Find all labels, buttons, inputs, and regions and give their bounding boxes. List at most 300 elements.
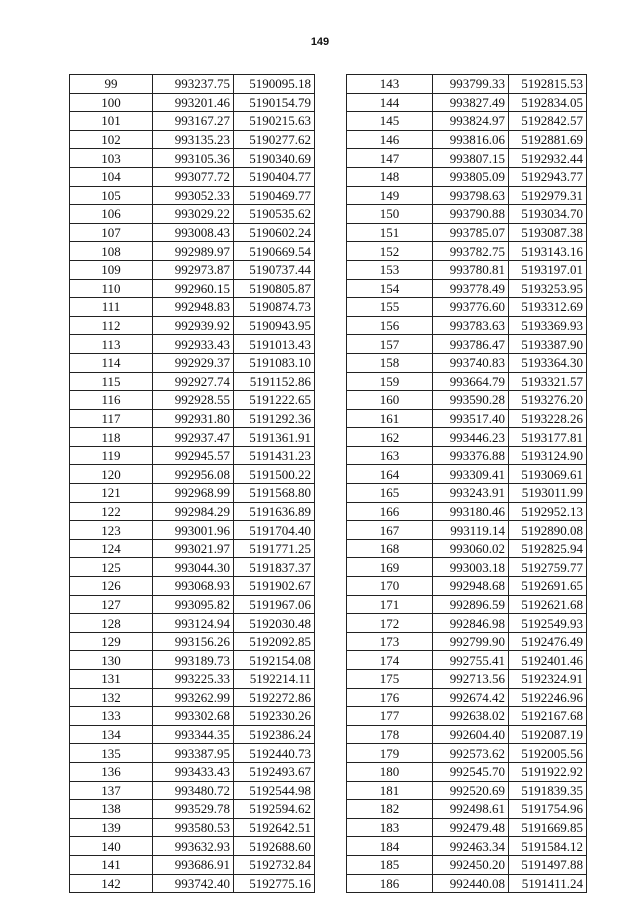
table-row (70, 855, 315, 874)
x-coordinate-cell: 992939.92 (153, 316, 234, 335)
table-row (347, 149, 587, 168)
y-coordinate-cell: 5191292.36 (234, 409, 315, 428)
table-row (70, 167, 315, 186)
point-number-cell: 161 (347, 409, 433, 428)
table-row (347, 446, 587, 465)
coordinates-table-right (346, 74, 587, 893)
y-coordinate-cell: 5192092.85 (234, 632, 315, 651)
y-coordinate-cell: 5192815.53 (509, 75, 587, 94)
table-row (347, 818, 587, 837)
x-coordinate-cell: 993433.43 (153, 762, 234, 781)
point-number-cell: 167 (347, 521, 433, 540)
table-row (347, 112, 587, 131)
table-row (347, 614, 587, 633)
point-number-cell: 143 (347, 75, 433, 94)
x-coordinate-cell: 993029.22 (153, 205, 234, 224)
x-coordinate-cell: 993044.30 (153, 558, 234, 577)
table-row (70, 75, 315, 94)
y-coordinate-cell: 5191361.91 (234, 428, 315, 447)
point-number-cell: 151 (347, 223, 433, 242)
point-number-cell: 164 (347, 465, 433, 484)
x-coordinate-cell: 992973.87 (153, 260, 234, 279)
x-coordinate-cell: 993237.75 (153, 75, 234, 94)
point-number-cell: 176 (347, 688, 433, 707)
table-row (70, 372, 315, 391)
point-number-cell: 114 (70, 353, 153, 372)
y-coordinate-cell: 5191771.25 (234, 539, 315, 558)
x-coordinate-cell: 993827.49 (433, 93, 509, 112)
point-number-cell: 137 (70, 781, 153, 800)
point-number-cell: 108 (70, 242, 153, 261)
point-number-cell: 183 (347, 818, 433, 837)
x-coordinate-cell: 993095.82 (153, 595, 234, 614)
coordinates-table-left (69, 74, 315, 893)
point-number-cell: 123 (70, 521, 153, 540)
point-number-cell: 134 (70, 725, 153, 744)
x-coordinate-cell: 992937.47 (153, 428, 234, 447)
table-row (347, 855, 587, 874)
y-coordinate-cell: 5192594.62 (234, 800, 315, 819)
table-row (70, 279, 315, 298)
point-number-cell: 125 (70, 558, 153, 577)
y-coordinate-cell: 5192890.08 (509, 521, 587, 540)
y-coordinate-cell: 5191584.12 (509, 837, 587, 856)
x-coordinate-cell: 992989.97 (153, 242, 234, 261)
x-coordinate-cell: 993807.15 (433, 149, 509, 168)
y-coordinate-cell: 5192030.48 (234, 614, 315, 633)
point-number-cell: 185 (347, 855, 433, 874)
table-row (70, 707, 315, 726)
table-row (70, 391, 315, 410)
point-number-cell: 107 (70, 223, 153, 242)
y-coordinate-cell: 5191967.06 (234, 595, 315, 614)
table-row (347, 279, 587, 298)
x-coordinate-cell: 993776.60 (433, 298, 509, 317)
y-coordinate-cell: 5192005.56 (509, 744, 587, 763)
x-coordinate-cell: 992573.62 (433, 744, 509, 763)
table-row (70, 781, 315, 800)
point-number-cell: 133 (70, 707, 153, 726)
y-coordinate-cell: 5193124.90 (509, 446, 587, 465)
y-coordinate-cell: 5191839.35 (509, 781, 587, 800)
point-number-cell: 153 (347, 260, 433, 279)
y-coordinate-cell: 5190095.18 (234, 75, 315, 94)
point-number-cell: 170 (347, 577, 433, 596)
point-number-cell: 128 (70, 614, 153, 633)
y-coordinate-cell: 5191922.92 (509, 762, 587, 781)
x-coordinate-cell: 993786.47 (433, 335, 509, 354)
table-row (70, 446, 315, 465)
point-number-cell: 139 (70, 818, 153, 837)
y-coordinate-cell: 5190154.79 (234, 93, 315, 112)
y-coordinate-cell: 5192272.86 (234, 688, 315, 707)
point-number-cell: 174 (347, 651, 433, 670)
y-coordinate-cell: 5191497.88 (509, 855, 587, 874)
y-coordinate-cell: 5190535.62 (234, 205, 315, 224)
x-coordinate-cell: 993824.97 (433, 112, 509, 131)
y-coordinate-cell: 5192401.46 (509, 651, 587, 670)
x-coordinate-cell: 993529.78 (153, 800, 234, 819)
table-row (347, 632, 587, 651)
point-number-cell: 105 (70, 186, 153, 205)
point-number-cell: 101 (70, 112, 153, 131)
table-row (347, 874, 587, 893)
x-coordinate-cell: 993816.06 (433, 130, 509, 149)
x-coordinate-cell: 992948.83 (153, 298, 234, 317)
point-number-cell: 106 (70, 205, 153, 224)
y-coordinate-cell: 5192621.68 (509, 595, 587, 614)
x-coordinate-cell: 993180.46 (433, 502, 509, 521)
table-row (70, 688, 315, 707)
x-coordinate-cell: 992604.40 (433, 725, 509, 744)
point-number-cell: 168 (347, 539, 433, 558)
x-coordinate-cell: 992945.57 (153, 446, 234, 465)
point-number-cell: 179 (347, 744, 433, 763)
x-coordinate-cell: 993068.93 (153, 577, 234, 596)
y-coordinate-cell: 5192979.31 (509, 186, 587, 205)
y-coordinate-cell: 5193011.99 (509, 484, 587, 503)
table-row (70, 298, 315, 317)
point-number-cell: 113 (70, 335, 153, 354)
y-coordinate-cell: 5192691.65 (509, 577, 587, 596)
table-row (70, 223, 315, 242)
x-coordinate-cell: 993167.27 (153, 112, 234, 131)
point-number-cell: 158 (347, 353, 433, 372)
table-row (70, 595, 315, 614)
point-number-cell: 181 (347, 781, 433, 800)
point-number-cell: 152 (347, 242, 433, 261)
table-body-right (347, 75, 587, 893)
y-coordinate-cell: 5190469.77 (234, 186, 315, 205)
table-row (70, 558, 315, 577)
point-number-cell: 140 (70, 837, 153, 856)
table-row (70, 725, 315, 744)
table-row (70, 465, 315, 484)
table-row (70, 502, 315, 521)
x-coordinate-cell: 993262.99 (153, 688, 234, 707)
table-row (347, 205, 587, 224)
table-row (347, 335, 587, 354)
x-coordinate-cell: 993632.93 (153, 837, 234, 856)
y-coordinate-cell: 5191013.43 (234, 335, 315, 354)
point-number-cell: 127 (70, 595, 153, 614)
y-coordinate-cell: 5190737.44 (234, 260, 315, 279)
point-number-cell: 135 (70, 744, 153, 763)
point-number-cell: 115 (70, 372, 153, 391)
point-number-cell: 154 (347, 279, 433, 298)
x-coordinate-cell: 992846.98 (433, 614, 509, 633)
y-coordinate-cell: 5192167.68 (509, 707, 587, 726)
point-number-cell: 180 (347, 762, 433, 781)
y-coordinate-cell: 5192834.05 (509, 93, 587, 112)
x-coordinate-cell: 992674.42 (433, 688, 509, 707)
table-row (70, 93, 315, 112)
y-coordinate-cell: 5191222.65 (234, 391, 315, 410)
x-coordinate-cell: 993008.43 (153, 223, 234, 242)
table-row (70, 335, 315, 354)
y-coordinate-cell: 5193069.61 (509, 465, 587, 484)
x-coordinate-cell: 992440.08 (433, 874, 509, 893)
point-number-cell: 182 (347, 800, 433, 819)
x-coordinate-cell: 992463.34 (433, 837, 509, 856)
table-row (347, 651, 587, 670)
point-number-cell: 109 (70, 260, 153, 279)
x-coordinate-cell: 993344.35 (153, 725, 234, 744)
point-number-cell: 171 (347, 595, 433, 614)
y-coordinate-cell: 5193387.90 (509, 335, 587, 354)
point-number-cell: 120 (70, 465, 153, 484)
table-row (347, 725, 587, 744)
x-coordinate-cell: 992638.02 (433, 707, 509, 726)
point-number-cell: 138 (70, 800, 153, 819)
point-number-cell: 165 (347, 484, 433, 503)
y-coordinate-cell: 5192842.57 (509, 112, 587, 131)
point-number-cell: 111 (70, 298, 153, 317)
y-coordinate-cell: 5191431.23 (234, 446, 315, 465)
y-coordinate-cell: 5191669.85 (509, 818, 587, 837)
point-number-cell: 131 (70, 670, 153, 689)
table-row (70, 874, 315, 893)
x-coordinate-cell: 992498.61 (433, 800, 509, 819)
table-row (70, 484, 315, 503)
table-row (347, 75, 587, 94)
x-coordinate-cell: 993105.36 (153, 149, 234, 168)
y-coordinate-cell: 5193369.93 (509, 316, 587, 335)
table-row (347, 428, 587, 447)
point-number-cell: 145 (347, 112, 433, 131)
x-coordinate-cell: 993135.23 (153, 130, 234, 149)
point-number-cell: 121 (70, 484, 153, 503)
x-coordinate-cell: 993480.72 (153, 781, 234, 800)
x-coordinate-cell: 992479.48 (433, 818, 509, 837)
table-row (70, 428, 315, 447)
y-coordinate-cell: 5190277.62 (234, 130, 315, 149)
point-number-cell: 159 (347, 372, 433, 391)
point-number-cell: 149 (347, 186, 433, 205)
y-coordinate-cell: 5191636.89 (234, 502, 315, 521)
y-coordinate-cell: 5193143.16 (509, 242, 587, 261)
x-coordinate-cell: 993225.33 (153, 670, 234, 689)
point-number-cell: 147 (347, 149, 433, 168)
table-row (70, 744, 315, 763)
x-coordinate-cell: 993243.91 (433, 484, 509, 503)
y-coordinate-cell: 5190404.77 (234, 167, 315, 186)
x-coordinate-cell: 993003.18 (433, 558, 509, 577)
y-coordinate-cell: 5190669.54 (234, 242, 315, 261)
y-coordinate-cell: 5190805.87 (234, 279, 315, 298)
table-row (347, 558, 587, 577)
y-coordinate-cell: 5192952.13 (509, 502, 587, 521)
x-coordinate-cell: 993119.14 (433, 521, 509, 540)
x-coordinate-cell: 992927.74 (153, 372, 234, 391)
x-coordinate-cell: 993580.53 (153, 818, 234, 837)
x-coordinate-cell: 993798.63 (433, 186, 509, 205)
table-row (347, 130, 587, 149)
point-number-cell: 112 (70, 316, 153, 335)
x-coordinate-cell: 993001.96 (153, 521, 234, 540)
y-coordinate-cell: 5192881.69 (509, 130, 587, 149)
table-row (70, 149, 315, 168)
y-coordinate-cell: 5191754.96 (509, 800, 587, 819)
x-coordinate-cell: 993156.26 (153, 632, 234, 651)
x-coordinate-cell: 993805.09 (433, 167, 509, 186)
y-coordinate-cell: 5192732.84 (234, 855, 315, 874)
point-number-cell: 142 (70, 874, 153, 893)
page-number: 149 (310, 36, 330, 48)
y-coordinate-cell: 5192688.60 (234, 837, 315, 856)
y-coordinate-cell: 5191152.86 (234, 372, 315, 391)
table-row (70, 112, 315, 131)
table-row (347, 539, 587, 558)
table-row (347, 465, 587, 484)
table-row (347, 93, 587, 112)
x-coordinate-cell: 992984.29 (153, 502, 234, 521)
x-coordinate-cell: 993799.33 (433, 75, 509, 94)
x-coordinate-cell: 992545.70 (433, 762, 509, 781)
y-coordinate-cell: 5192544.98 (234, 781, 315, 800)
point-number-cell: 186 (347, 874, 433, 893)
y-coordinate-cell: 5192493.67 (234, 762, 315, 781)
x-coordinate-cell: 993376.88 (433, 446, 509, 465)
table-row (70, 130, 315, 149)
table-row (347, 707, 587, 726)
x-coordinate-cell: 993686.91 (153, 855, 234, 874)
y-coordinate-cell: 5190943.95 (234, 316, 315, 335)
x-coordinate-cell: 992799.90 (433, 632, 509, 651)
point-number-cell: 160 (347, 391, 433, 410)
x-coordinate-cell: 993785.07 (433, 223, 509, 242)
table-row (70, 670, 315, 689)
x-coordinate-cell: 993387.95 (153, 744, 234, 763)
point-number-cell: 132 (70, 688, 153, 707)
x-coordinate-cell: 993189.73 (153, 651, 234, 670)
y-coordinate-cell: 5193087.38 (509, 223, 587, 242)
x-coordinate-cell: 992520.69 (433, 781, 509, 800)
table-row (70, 409, 315, 428)
x-coordinate-cell: 992450.20 (433, 855, 509, 874)
point-number-cell: 163 (347, 446, 433, 465)
x-coordinate-cell: 992929.37 (153, 353, 234, 372)
y-coordinate-cell: 5192932.44 (509, 149, 587, 168)
y-coordinate-cell: 5192087.19 (509, 725, 587, 744)
table-row (347, 688, 587, 707)
point-number-cell: 118 (70, 428, 153, 447)
table-row (347, 800, 587, 819)
x-coordinate-cell: 993124.94 (153, 614, 234, 633)
x-coordinate-cell: 993517.40 (433, 409, 509, 428)
point-number-cell: 172 (347, 614, 433, 633)
point-number-cell: 141 (70, 855, 153, 874)
table-row (347, 521, 587, 540)
point-number-cell: 166 (347, 502, 433, 521)
y-coordinate-cell: 5193364.30 (509, 353, 587, 372)
x-coordinate-cell: 993590.28 (433, 391, 509, 410)
y-coordinate-cell: 5192825.94 (509, 539, 587, 558)
table-row (347, 762, 587, 781)
y-coordinate-cell: 5192214.11 (234, 670, 315, 689)
table-row (70, 260, 315, 279)
table-row (70, 651, 315, 670)
x-coordinate-cell: 992933.43 (153, 335, 234, 354)
point-number-cell: 177 (347, 707, 433, 726)
point-number-cell: 122 (70, 502, 153, 521)
y-coordinate-cell: 5192943.77 (509, 167, 587, 186)
x-coordinate-cell: 993309.41 (433, 465, 509, 484)
point-number-cell: 119 (70, 446, 153, 465)
point-number-cell: 148 (347, 167, 433, 186)
table-row (70, 800, 315, 819)
point-number-cell: 144 (347, 93, 433, 112)
x-coordinate-cell: 993783.63 (433, 316, 509, 335)
table-row (347, 409, 587, 428)
x-coordinate-cell: 992755.41 (433, 651, 509, 670)
table-row (70, 521, 315, 540)
y-coordinate-cell: 5193228.26 (509, 409, 587, 428)
y-coordinate-cell: 5192324.91 (509, 670, 587, 689)
x-coordinate-cell: 992713.56 (433, 670, 509, 689)
table-row (347, 223, 587, 242)
x-coordinate-cell: 993021.97 (153, 539, 234, 558)
y-coordinate-cell: 5192440.73 (234, 744, 315, 763)
y-coordinate-cell: 5191411.24 (509, 874, 587, 893)
y-coordinate-cell: 5192642.51 (234, 818, 315, 837)
table-row (70, 353, 315, 372)
y-coordinate-cell: 5192246.96 (509, 688, 587, 707)
x-coordinate-cell: 993780.81 (433, 260, 509, 279)
table-row (347, 298, 587, 317)
point-number-cell: 110 (70, 279, 153, 298)
point-number-cell: 116 (70, 391, 153, 410)
table-row (347, 744, 587, 763)
point-number-cell: 102 (70, 130, 153, 149)
table-row (347, 372, 587, 391)
table-row (347, 781, 587, 800)
x-coordinate-cell: 993060.02 (433, 539, 509, 558)
x-coordinate-cell: 993302.68 (153, 707, 234, 726)
x-coordinate-cell: 993446.23 (433, 428, 509, 447)
x-coordinate-cell: 992960.15 (153, 279, 234, 298)
table-row (347, 484, 587, 503)
table-row (347, 577, 587, 596)
table-row (70, 818, 315, 837)
table-body-left (70, 75, 315, 893)
point-number-cell: 175 (347, 670, 433, 689)
y-coordinate-cell: 5190215.63 (234, 112, 315, 131)
table-row (70, 205, 315, 224)
table-row (347, 353, 587, 372)
table-row (70, 762, 315, 781)
point-number-cell: 99 (70, 75, 153, 94)
x-coordinate-cell: 993201.46 (153, 93, 234, 112)
point-number-cell: 156 (347, 316, 433, 335)
point-number-cell: 103 (70, 149, 153, 168)
y-coordinate-cell: 5191902.67 (234, 577, 315, 596)
point-number-cell: 146 (347, 130, 433, 149)
point-number-cell: 124 (70, 539, 153, 558)
y-coordinate-cell: 5192330.26 (234, 707, 315, 726)
table-row (347, 837, 587, 856)
x-coordinate-cell: 993782.75 (433, 242, 509, 261)
y-coordinate-cell: 5191837.37 (234, 558, 315, 577)
point-number-cell: 100 (70, 93, 153, 112)
x-coordinate-cell: 993740.83 (433, 353, 509, 372)
table-row (70, 837, 315, 856)
y-coordinate-cell: 5190874.73 (234, 298, 315, 317)
table-row (347, 502, 587, 521)
table-row (347, 260, 587, 279)
point-number-cell: 169 (347, 558, 433, 577)
point-number-cell: 173 (347, 632, 433, 651)
